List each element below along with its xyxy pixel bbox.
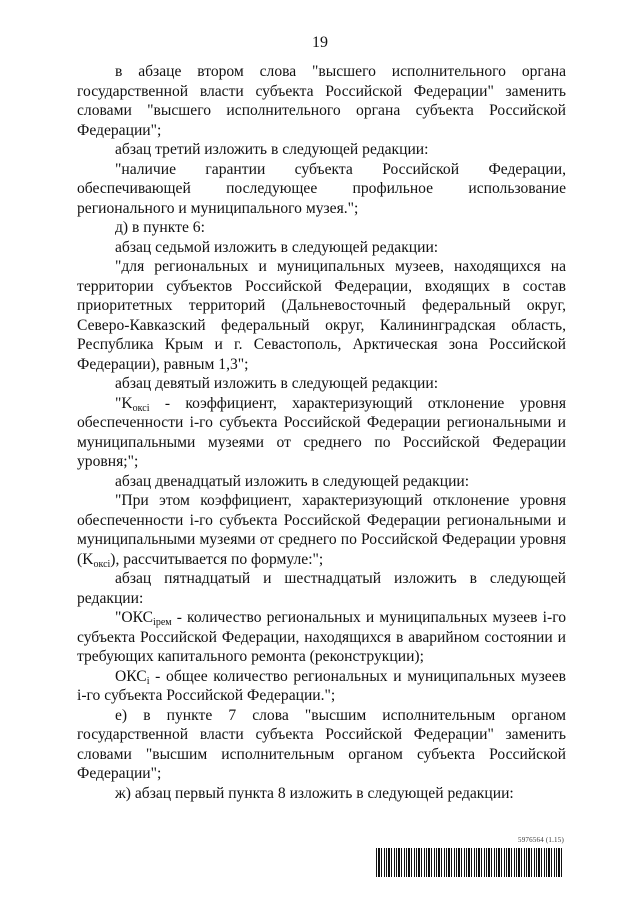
paragraph-with-subscript: [77, 394, 566, 472]
page-number: 19: [312, 34, 328, 51]
symbol-subscript: ірем: [153, 617, 172, 628]
barcode-number: 5976564 (1.15): [518, 836, 564, 844]
document-body: [77, 62, 566, 803]
barcode-image: [376, 848, 563, 877]
paragraph: абзац девятый изложить в следующей редакции:: [115, 375, 439, 392]
paragraph: д) в пункте 6:: [115, 219, 205, 236]
paragraph-text: - коэффициент, характеризующий отклонение уровня обеспеченности і-го субъекта Российской Федерации региональными и муниципальными музеями от среднего по Российской Федерации уровня;";: [77, 394, 566, 470]
paragraph: ж) абзац первый пункта 8 изложить в следующей редакции:: [115, 784, 514, 802]
paragraph-with-subscript: [77, 667, 566, 706]
paragraph: "наличие гарантии субъекта Российской Федерации, обеспечивающей последующее профильное использование регионального и муниципального музея.";: [77, 160, 566, 217]
paragraph: "для региональных и муниципальных музеев, находящихся на территории субъектов Российской Федерации, входящих в состав приоритетных территорий (Дальневосточный федеральный округ, Северо-Кавказский федеральный округ, Калининградская область, Республика Крым и г. Севастополь, Арктическая зона Российской Федерации), равным 1,3";: [77, 258, 566, 373]
paragraph: абзац седьмой изложить в следующей редакции:: [115, 238, 439, 256]
paragraph-with-subscript: [77, 608, 566, 667]
paragraph-text: - количество региональных и муниципальных музеев і-го субъекта Российской Федерации, находящихся в аварийном состоянии и требующих капитального ремонта (реконструкции);: [77, 609, 566, 665]
paragraph: абзац пятнадцатый и шестнадцатый изложить в следующей редакции:: [77, 570, 566, 607]
paragraph: в абзаце втором слова "высшего исполнительного органа государственной власти субъекта Российской Федерации" заменить словами "высшего исполнительного органа субъекта Российской Федерации";: [77, 63, 566, 139]
paragraph-with-subscript: [77, 491, 566, 569]
paragraph-text: "При этом коэффициент, характеризующий отклонение уровня обеспеченности і-го субъекта Российской Федерации региональными и муниципальными музеями от среднего по Российской Федерации уровня (K: [77, 492, 566, 568]
symbol-subscript: і: [146, 675, 150, 687]
symbol-prefix: "K: [115, 394, 133, 412]
symbol-subscript: оксі: [132, 402, 150, 414]
paragraph-text: - общее количество региональных и муниципальных музеев і-го субъекта Российской Федерации.";: [77, 667, 566, 704]
paragraph: е) в пункте 7 слова "высшим исполнительным органом государственной власти субъекта Российской Федерации" заменить словами "высшим исполнительным органом субъекта Российской Федерации";: [77, 706, 566, 782]
paragraph: абзац третий изложить в следующей редакции:: [115, 141, 429, 158]
symbol-prefix: ОКС: [115, 667, 147, 685]
symbol-prefix: "ОКС: [115, 609, 154, 626]
paragraph: абзац двенадцатый изложить в следующей редакции:: [115, 472, 470, 490]
paragraph-text-end: ), рассчитывается по формуле:";: [110, 550, 324, 568]
symbol-subscript: оксі: [93, 558, 111, 570]
